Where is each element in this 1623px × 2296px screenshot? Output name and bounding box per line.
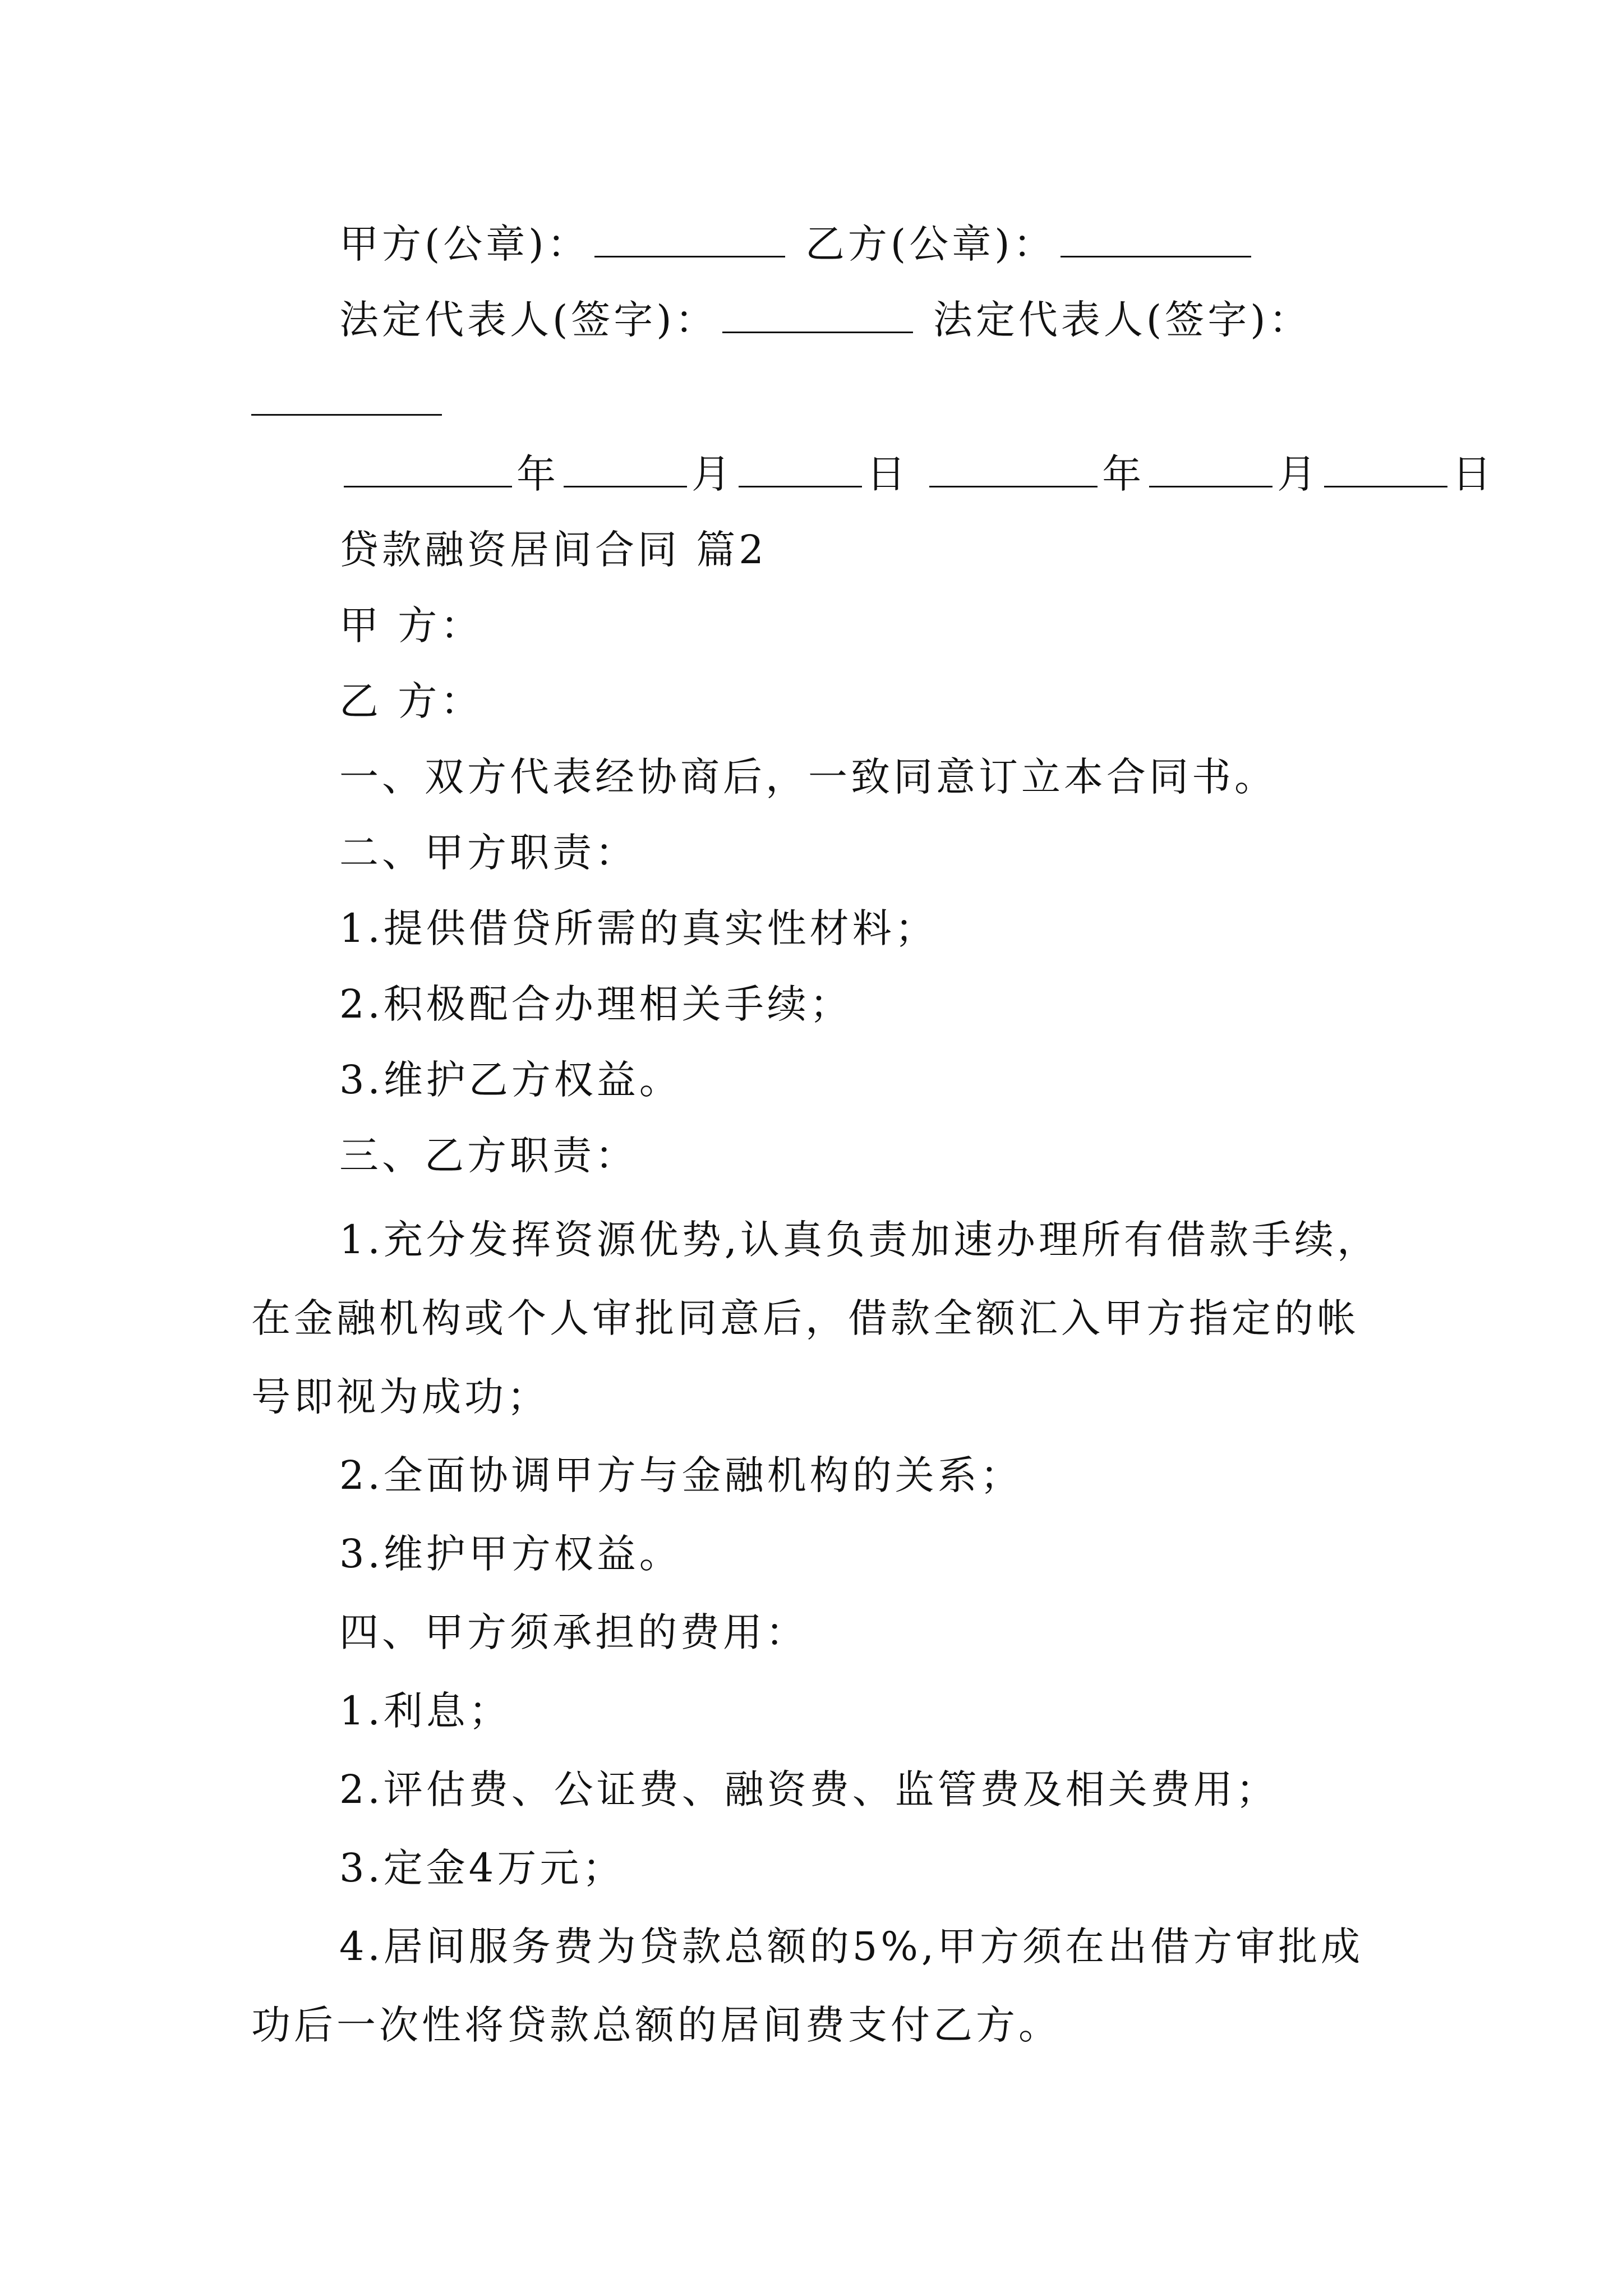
clause-line: 四、甲方须承担的费用：	[339, 1609, 808, 1655]
legal-rep-a-label: 法定代表人(签字)：	[339, 297, 718, 343]
clause-line: 二、甲方职责：	[339, 830, 638, 876]
clause-line: 一、双方代表经协商后，一致同意订立本合同书。	[339, 754, 1277, 800]
clause-line: 在金融机构或个人审批同意后，借款全额汇入甲方指定的帐	[251, 1295, 1359, 1341]
clause-line: 3.维护甲方权益。	[339, 1531, 682, 1577]
date-a-year-blank	[344, 447, 512, 487]
legal-rep-line	[339, 292, 1312, 348]
legal-rep-b-label: 法定代表人(签字)：	[933, 297, 1312, 343]
date-b-year-label: 年	[1102, 451, 1145, 497]
clause-line: 三、乙方职责：	[339, 1133, 638, 1179]
section-title: 贷款融资居间合同 篇2	[339, 527, 767, 573]
date-a-year-label: 年	[517, 451, 559, 497]
clause-line: 2.评估费、公证费、融资费、监管费及相关费用；	[339, 1766, 1279, 1812]
party-b-seal-blank	[1061, 217, 1251, 257]
clause-line: 3.维护乙方权益。	[339, 1057, 682, 1103]
date-line	[339, 446, 1495, 502]
party-a-line: 甲 方：	[339, 602, 483, 648]
clause-line: 1.充分发挥资源优势,认真负责加速办理所有借款手续，	[339, 1217, 1380, 1263]
party-a-seal-label: 甲方(公章)：	[339, 221, 590, 267]
legal-rep-a-blank	[722, 292, 913, 333]
clause-line: 2.全面协调甲方与金融机构的关系；	[339, 1452, 1023, 1498]
date-a-month-blank	[564, 447, 687, 487]
date-a-day-label: 日	[866, 451, 909, 497]
date-a-month-label: 月	[691, 451, 734, 497]
party-b-seal-label: 乙方(公章)：	[805, 221, 1056, 267]
party-b-line: 乙 方：	[339, 678, 483, 724]
clause-line: 功后一次性将贷款总额的居间费支付乙方。	[251, 2002, 1061, 2048]
date-b-year-blank	[929, 447, 1098, 487]
clause-line: 1.利息；	[339, 1688, 511, 1734]
party-a-seal-blank	[594, 217, 785, 257]
date-b-day-blank	[1324, 447, 1447, 487]
date-b-month-label: 月	[1277, 451, 1320, 497]
clause-line: 3.定金4万元；	[339, 1845, 625, 1891]
clause-line: 号即视为成功；	[251, 1374, 550, 1420]
clause-line: 1.提供借贷所需的真实性材料；	[339, 905, 938, 951]
date-a-day-blank	[739, 447, 862, 487]
legal-rep-b-blank	[251, 414, 442, 416]
date-b-day-label: 日	[1452, 451, 1495, 497]
date-b-month-blank	[1149, 447, 1272, 487]
seal-line	[339, 216, 1256, 272]
clause-line: 2.积极配合办理相关手续；	[339, 981, 852, 1027]
clause-line: 4.居间服务费为贷款总额的5%,甲方须在出借方审批成	[339, 1924, 1364, 1970]
